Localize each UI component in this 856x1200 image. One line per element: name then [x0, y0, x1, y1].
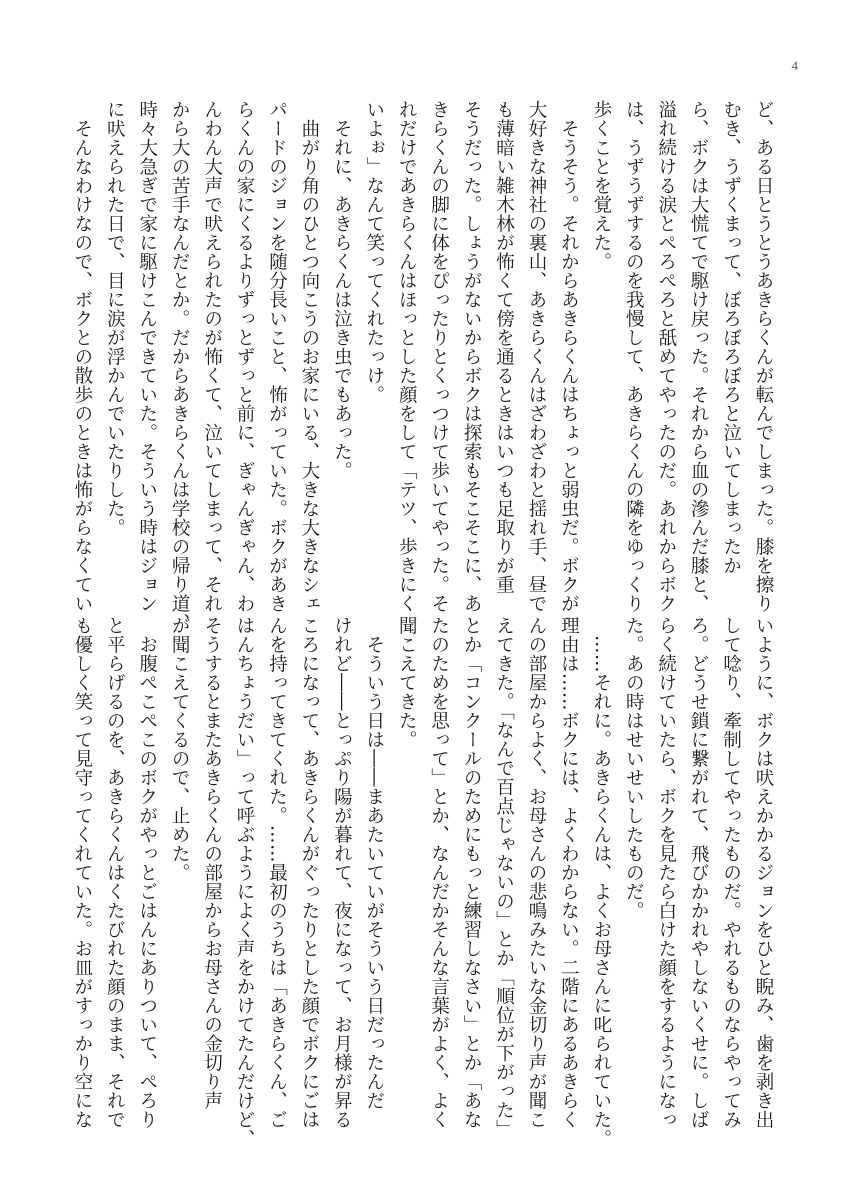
upper-text-block — [71, 100, 774, 632]
text-line: 大好きな神社の裏山、あきらくんはざわざわと揺れ手、昼で — [525, 100, 547, 613]
text-line: きらくんの脚に体をぴったりとくっつけて歩いてやった。そ — [428, 100, 450, 613]
text-line: は、うずうずするのを我慢して、あきらくんの隣をゆっくり — [623, 100, 645, 613]
text-line: れだけであきらくんはほっとした顔をして「テツ、歩きにく — [396, 100, 418, 613]
text-line: して唸り、牽制してやったものだ。やれるものならやってみ — [720, 616, 742, 1129]
text-line: らく続けていたら、ボクを見たら白けた顔をするようになっ — [655, 616, 677, 1129]
text-line: 曲がり角のひとつ向こうのお家にいる、大きな大きなシェ — [298, 100, 320, 613]
text-line: そうするとまたあきらくんの部屋からお母さんの金切り声 — [201, 616, 223, 1110]
text-line: そんなわけなので、ボクとの散歩のときは怖がらなくてい — [71, 100, 93, 613]
text-line: 時々大急ぎで家に駆けこんできていた。そういう時はジョン — [136, 100, 158, 613]
text-line: たのためを思って」とか、なんだかそんな言葉がよく、よく — [428, 616, 450, 1129]
text-line: ら、ボクは大慌てで駆け戻った。それから血の滲んだ膝と、 — [688, 100, 710, 613]
text-line: そういう日は――まあたいていがそういう日だったんだ — [363, 616, 385, 1110]
text-line: ろ。どうせ鎖に繋がれて、飛びかかれやしないくせに。しば — [688, 616, 710, 1129]
text-line: 聞こえてきた。 — [396, 616, 418, 749]
text-line: ころになって、あきらくんがぐったりとした顔でボクにごは — [298, 616, 320, 1129]
text-line: も薄暗い雑木林が怖くて傍を通るときはいつも足取りが重 — [493, 100, 515, 594]
text-line: そうだった。しょうがないからボクは探索もそこそこに、あ — [461, 100, 483, 613]
text-line: に吠えられた日で、目に涙が浮かんでいたりした。 — [104, 100, 126, 537]
text-line: ……それに。あきらくんは、よくお母さんに叱られていた。 — [590, 616, 612, 1148]
page-number: 4 — [791, 58, 798, 73]
text-line: そうそう。それからあきらくんはちょっと弱虫だ。ボクが — [558, 100, 580, 613]
text-line: 理由は……ボクには、よくわからない。二階にあるあきらく — [558, 616, 580, 1129]
text-line: んわん大声で吠えられたのが怖くて、泣いてしまって、それ — [201, 100, 223, 613]
text-line: 歩くことを覚えた。 — [590, 100, 612, 271]
text-line: が聞こえてくるので、止めた。 — [169, 616, 191, 882]
text-line: と平らげるのを、あきらくんはくたびれた顔のまま、それで — [104, 616, 126, 1129]
text-line: パードのジョンを随分長いこと、怖がっていた。ボクがあき — [266, 100, 288, 613]
text-line: けれど――とっぷり陽が暮れて、夜になって、お月様が昇る — [331, 616, 353, 1129]
text-line: んを持ってきてくれた。……最初のうちは「あきらくん、ご — [266, 616, 288, 1129]
lower-text-block — [71, 616, 774, 1148]
text-line: た。あの時はせいせいしたものだ。 — [623, 616, 645, 920]
text-line: 溢れ続ける涙とぺろぺろと舐めてやったのだ。あれからボク — [655, 100, 677, 613]
text-line: ど、ある日とうとうあきらくんが転んでしまった。膝を擦り — [753, 100, 774, 613]
text-line: お腹ぺこぺこのボクがやっとごはんにありついて、ぺろり — [136, 616, 158, 1129]
text-line: とか「コンクールのためにもっと練習しなさい」とか「あな — [461, 616, 483, 1129]
text-line: むき、うずくまって、ぼろぼろぼろと泣いてしまったか — [720, 100, 742, 575]
text-line: から大の苦手なんだとか。だからあきらくんは学校の帰り道、 — [169, 100, 191, 632]
text-line: も優しく笑って見守ってくれていた。お皿がすっかり空にな — [71, 616, 93, 1129]
text-line: らくんの家にくるよりずっとずっと前に、ぎゃんぎゃん、わ — [234, 100, 255, 613]
text-line: えてきた。「なんで百点じゃないの」とか「順位が下がった」 — [493, 616, 515, 1139]
text-line: はんちょうだい」って呼ぶようによく声をかけてたんだけど、 — [234, 616, 255, 1148]
text-line: いように、ボクは吠えかかるジョンをひと睨み、歯を剥き出 — [753, 616, 774, 1129]
text-line: んの部屋からよく、お母さんの悲鳴みたいな金切り声が聞こ — [525, 616, 547, 1129]
text-line: それに、あきらくんは泣き虫でもあった。 — [331, 100, 353, 480]
text-line: いよぉ」なんて笑ってくれたっけ。 — [363, 100, 385, 404]
